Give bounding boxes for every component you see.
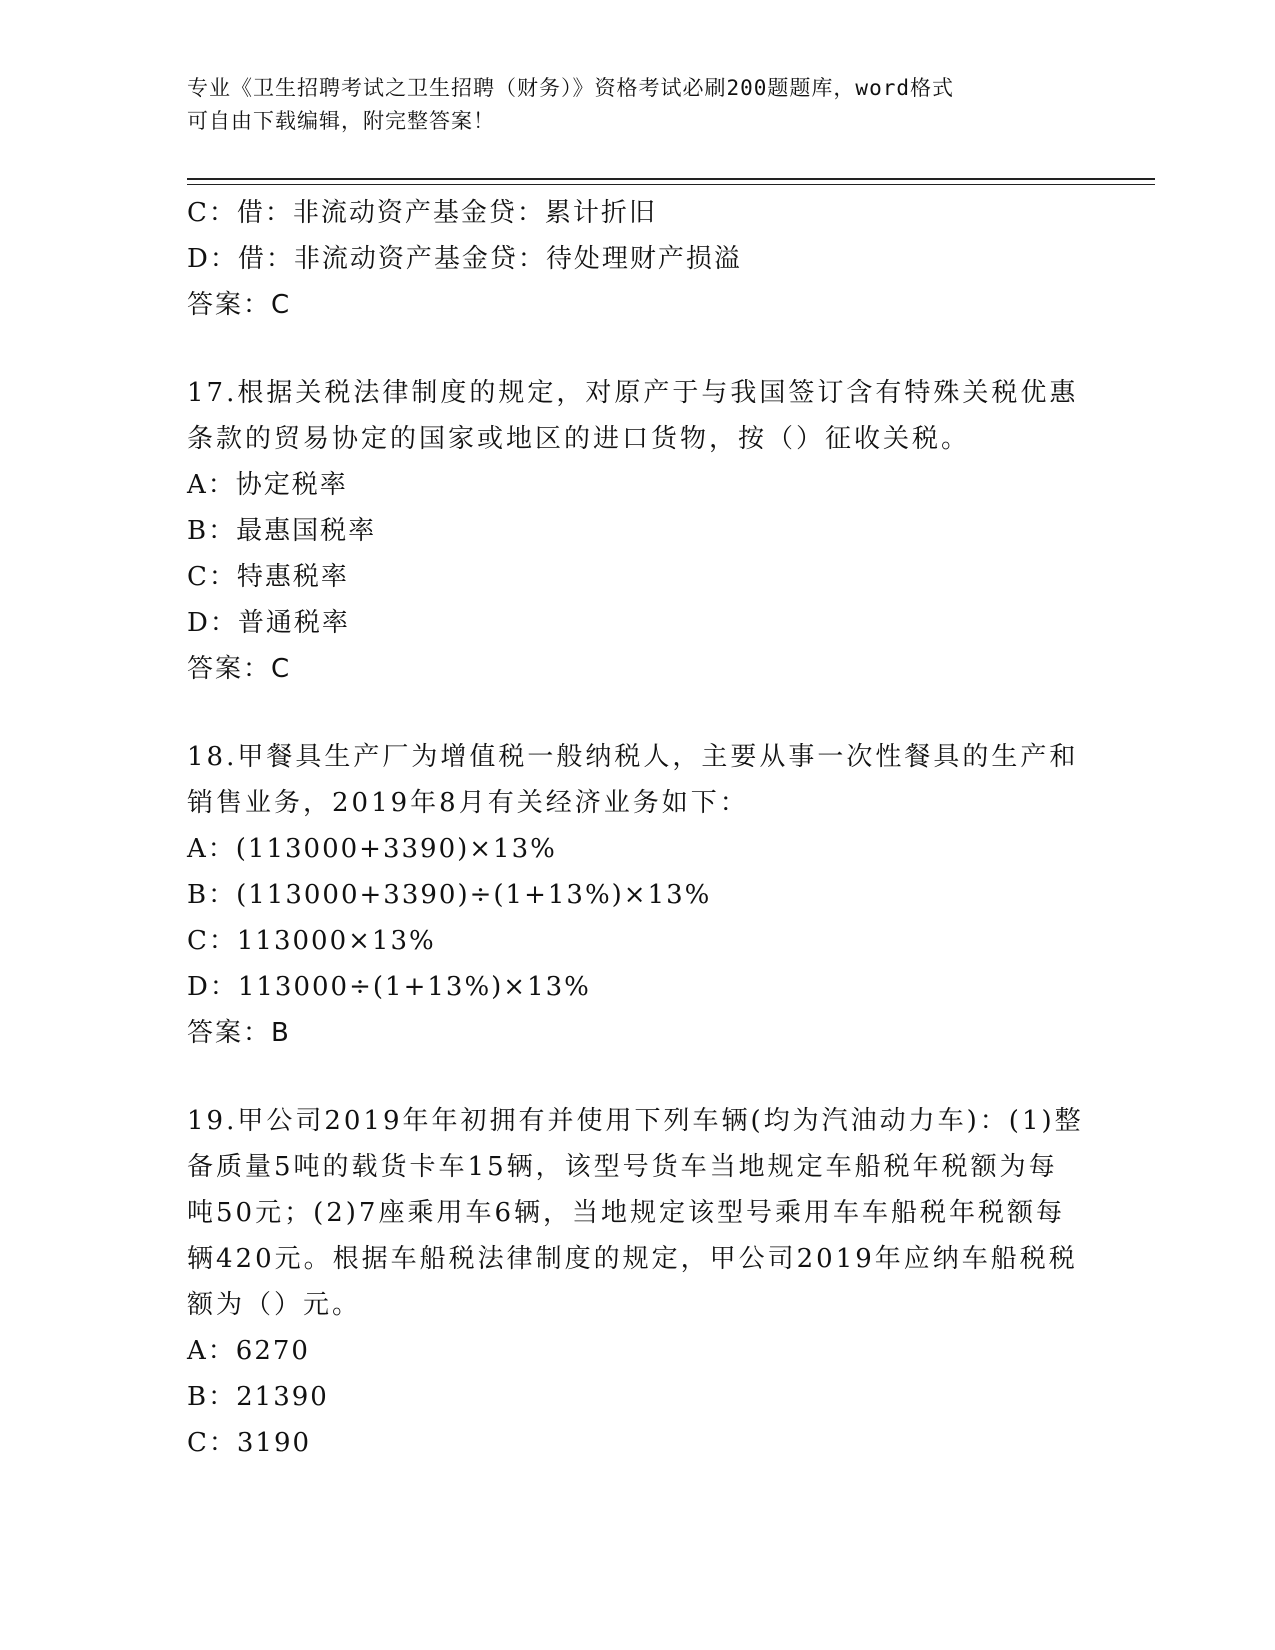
question-16-continued: [187, 190, 1087, 328]
question-stem-line: 18.甲餐具生产厂为增值税一般纳税人，主要从事一次性餐具的生产和: [187, 742, 1079, 772]
option-b: B：(113000+3390)÷(1+13%)×13%: [187, 880, 712, 910]
answer: 答案：B: [187, 1018, 291, 1048]
option-b: B：21390: [187, 1382, 329, 1412]
option-c: C：3190: [187, 1428, 312, 1458]
header-divider-thick: [187, 178, 1155, 180]
answer: 答案：C: [187, 290, 292, 320]
question-stem-line: 备质量5吨的载货卡车15辆，该型号货车当地规定车船税年税额为每: [187, 1152, 1058, 1182]
question-stem-line: 吨50元；(2)7座乘用车6辆，当地规定该型号乘用车车船税年税额每: [187, 1198, 1065, 1228]
option-a: A：(113000+3390)×13%: [187, 834, 557, 864]
spacer: [187, 1056, 1087, 1098]
option-d: D：借：非流动资产基金贷：待处理财产损溢: [187, 244, 742, 274]
option-a: A：协定税率: [187, 470, 348, 500]
option-a: A：6270: [187, 1336, 310, 1366]
header-divider-thin: [187, 184, 1155, 185]
answer: 答案：C: [187, 654, 292, 684]
spacer: [187, 692, 1087, 734]
option-b: B：最惠国税率: [187, 516, 377, 546]
question-stem-line: 条款的贸易协定的国家或地区的进口货物，按（）征收关税。: [187, 424, 971, 454]
question-stem-line: 额为（）元。: [187, 1290, 362, 1320]
document-body: [187, 190, 1087, 1466]
document-header: [187, 72, 1087, 138]
option-d: D：113000÷(1+13%)×13%: [187, 972, 591, 1002]
question-19: [187, 1098, 1087, 1466]
option-c: C：113000×13%: [187, 926, 436, 956]
option-d: D：普通税率: [187, 608, 350, 638]
option-c: C：借：非流动资产基金贷：累计折旧: [187, 198, 657, 228]
question-18: [187, 734, 1087, 1056]
spacer: [187, 328, 1087, 370]
question-stem-line: 辆420元。根据车船税法律制度的规定，甲公司2019年应纳车船税税: [187, 1244, 1078, 1274]
option-c: C：特惠税率: [187, 562, 349, 592]
header-line-2: 可自由下载编辑，附完整答案！: [187, 109, 495, 133]
question-stem-line: 17.根据关税法律制度的规定，对原产于与我国签订含有特殊关税优惠: [187, 378, 1079, 408]
question-17: [187, 370, 1087, 692]
question-stem-line: 销售业务，2019年8月有关经济业务如下：: [187, 788, 749, 818]
question-stem-line: 19.甲公司2019年年初拥有并使用下列车辆(均为汽油动力车)：(1)整: [187, 1106, 1084, 1136]
header-line-1: 专业《卫生招聘考试之卫生招聘（财务）》资格考试必刷200题题库，word格式: [187, 76, 954, 100]
